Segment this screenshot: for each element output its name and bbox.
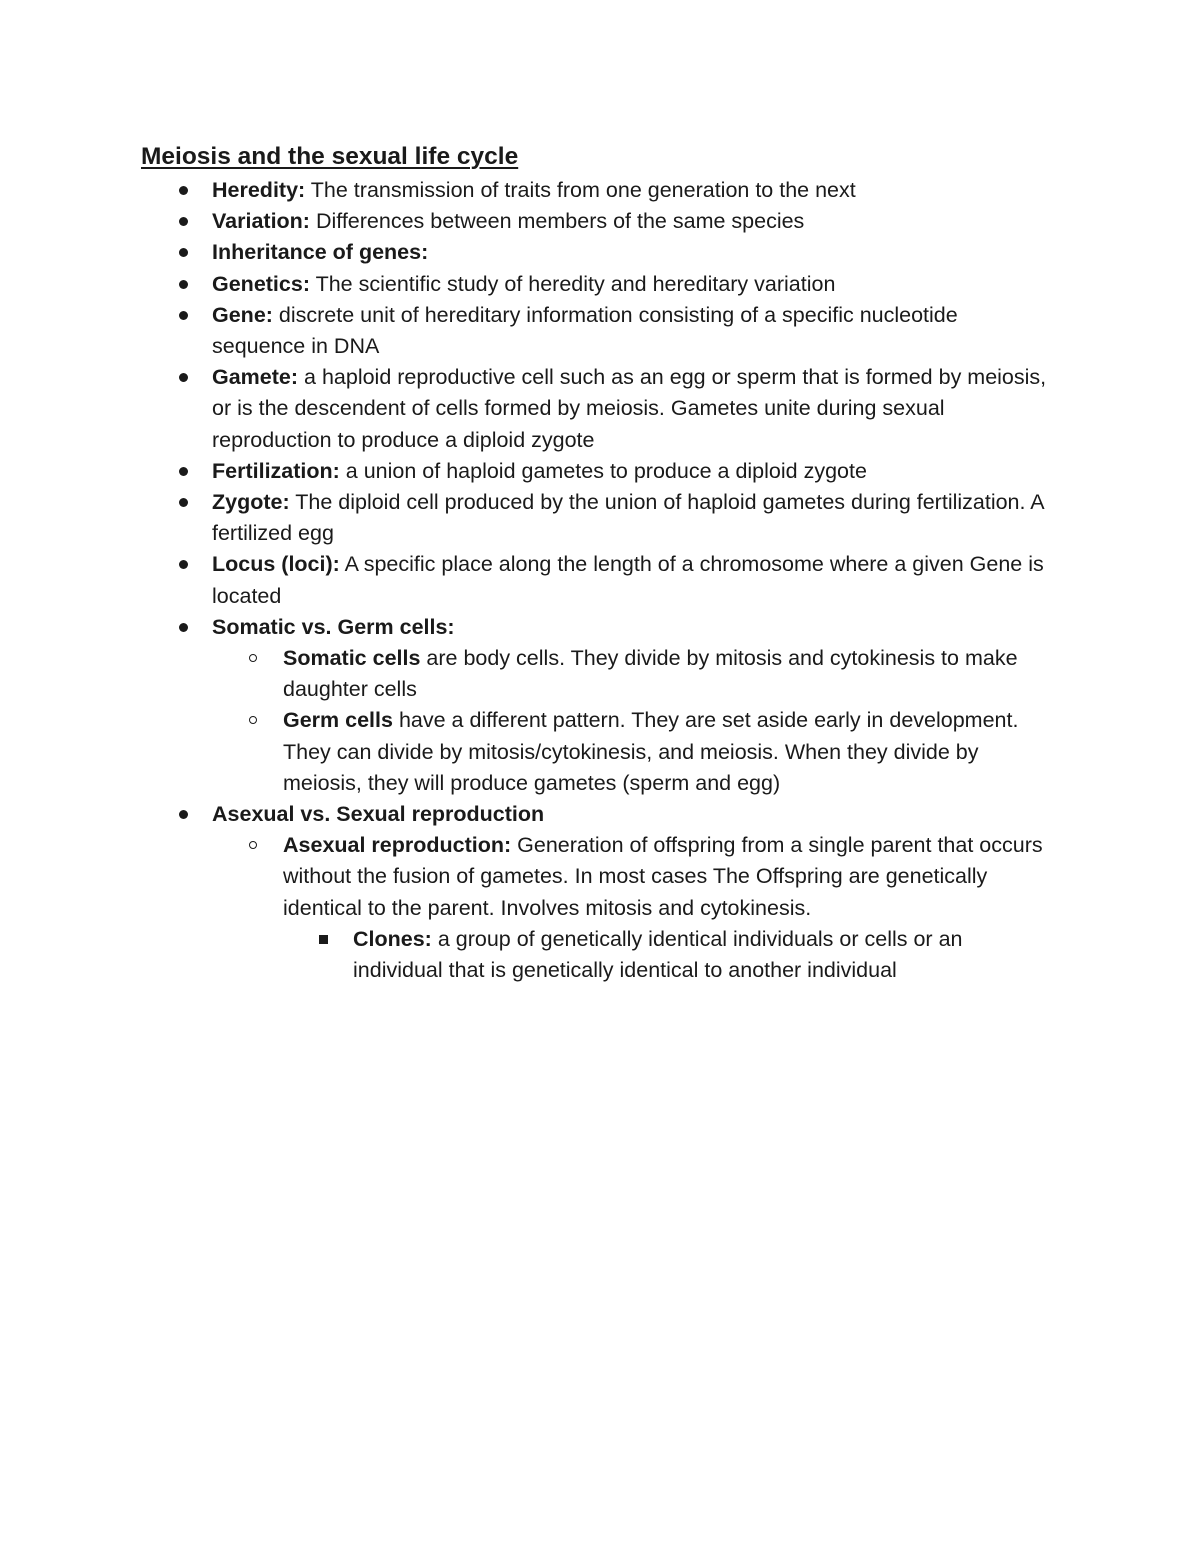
term-label: Asexual vs. Sexual reproduction bbox=[212, 802, 545, 827]
list-item-locus bbox=[0, 549, 1200, 611]
bullet-disc-icon bbox=[179, 467, 188, 476]
term-label: Somatic vs. Germ cells: bbox=[212, 614, 455, 639]
list-item-asexual-vs-sexual bbox=[0, 799, 1200, 830]
bullet-disc-icon bbox=[179, 498, 188, 507]
list-item-germ-cells bbox=[0, 705, 1200, 799]
term-label: Fertilization: bbox=[212, 458, 340, 483]
list-item-variation bbox=[0, 206, 1200, 237]
term-label: Inheritance of genes: bbox=[212, 240, 429, 265]
definition-text: Generation of offspring from a single parent that occurs without the fusion of gametes. In most cases The Offspring are genetically identical to the parent. Involves mitosis and cytokinesis. bbox=[283, 833, 1043, 920]
definition-text: a haploid reproductive cell such as an egg or sperm that is formed by meiosis, or is the descendent of cells formed by meiosis. Gametes unite during sexual reproduction to produce a diploid zygote bbox=[212, 365, 1047, 452]
term-label: Genetics: bbox=[212, 271, 310, 296]
definition-text: Differences between members of the same species bbox=[309, 209, 805, 234]
definition-text: have a different pattern. They are set aside early in development. They can divide by mitosis/cytokinesis, and meiosis. When they divide by meiosis, they will produce gametes (sperm and egg) bbox=[283, 708, 1019, 795]
definition-text: a union of haploid gametes to produce a diploid zygote bbox=[339, 458, 867, 483]
bullet-circle-icon bbox=[249, 716, 257, 724]
term-label: Germ cells bbox=[283, 708, 393, 733]
bullet-disc-icon bbox=[179, 311, 188, 320]
list-item-heredity bbox=[0, 175, 1200, 206]
definition-text: are body cells. They divide by mitosis and cytokinesis to make daughter cells bbox=[283, 646, 1018, 702]
bullet-disc-icon bbox=[179, 560, 188, 569]
list-item-gamete bbox=[0, 362, 1200, 456]
bullet-disc-icon bbox=[179, 248, 188, 257]
term-label: Clones: bbox=[353, 926, 432, 951]
bullet-circle-icon bbox=[249, 654, 257, 662]
definition-text: The scientific study of heredity and hereditary variation bbox=[309, 271, 836, 296]
list-item-asexual-reproduction bbox=[0, 830, 1200, 924]
bullet-disc-icon bbox=[179, 280, 188, 289]
bullet-disc-icon bbox=[179, 623, 188, 632]
list-item-fertilization bbox=[0, 456, 1200, 487]
term-label: Locus (loci): bbox=[212, 552, 340, 577]
bullet-disc-icon bbox=[179, 186, 188, 195]
list-item-clones bbox=[0, 924, 1200, 986]
bullet-disc-icon bbox=[179, 373, 188, 382]
notes-list bbox=[0, 175, 1200, 986]
term-label: Asexual reproduction: bbox=[283, 833, 512, 858]
definition-text: discrete unit of hereditary information consisting of a specific nucleotide sequence in DNA bbox=[212, 302, 958, 359]
term-label: Zygote: bbox=[212, 490, 290, 515]
definition-text: The transmission of traits from one generation to the next bbox=[305, 178, 856, 202]
term-label: Gene: bbox=[212, 302, 273, 327]
list-item-zygote bbox=[0, 487, 1200, 549]
list-item-somatic-cells bbox=[0, 643, 1200, 705]
definition-text: a group of genetically identical individuals or cells or an individual that is genetically identical to another individual bbox=[353, 926, 963, 983]
bullet-disc-icon bbox=[179, 810, 188, 819]
bullet-square-icon bbox=[319, 935, 328, 944]
term-label: Variation: bbox=[212, 209, 310, 234]
bullet-disc-icon bbox=[179, 217, 188, 226]
definition-text: A specific place along the length of a chromosome where a given Gene is located bbox=[212, 552, 1044, 608]
list-item-gene bbox=[0, 300, 1200, 362]
term-label: Heredity: bbox=[212, 178, 306, 202]
term-label: Somatic cells bbox=[283, 646, 421, 671]
list-item-somatic-vs-germ bbox=[0, 612, 1200, 643]
list-item-genetics bbox=[0, 269, 1200, 300]
definition-text: The diploid cell produced by the union of haploid gametes during fertilization. A fertilized egg bbox=[212, 490, 1044, 546]
document-title: Meiosis and the sexual life cycle bbox=[141, 143, 519, 170]
bullet-circle-icon bbox=[249, 841, 257, 849]
term-label: Gamete: bbox=[212, 365, 299, 390]
list-item-inheritance-of-genes bbox=[0, 237, 1200, 268]
